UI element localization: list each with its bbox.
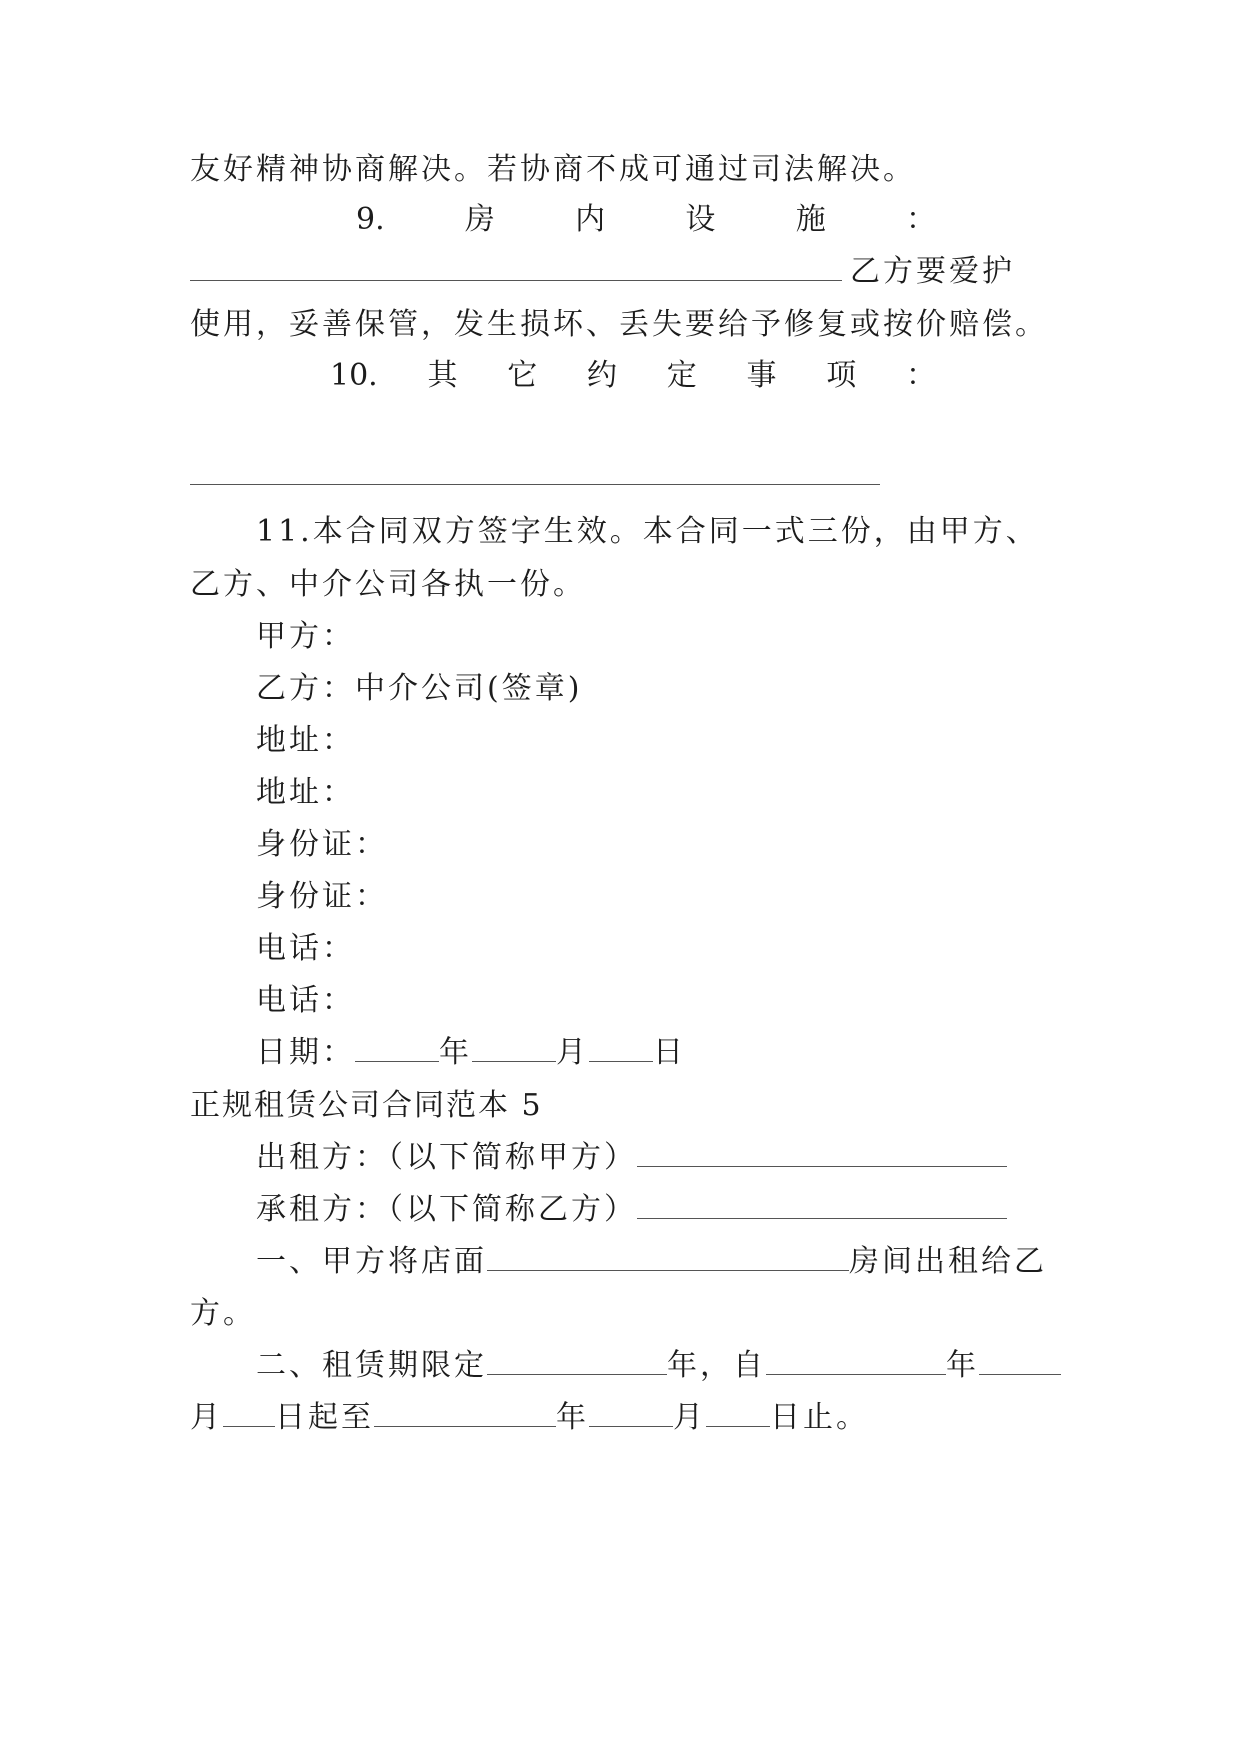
- colon: ：: [905, 358, 936, 393]
- lessee-line: [256, 1190, 1118, 1230]
- clause-1-line: [256, 1242, 1118, 1282]
- blank-field[interactable]: [487, 1348, 667, 1375]
- signature-party-b: 乙方：中介公司(签章): [256, 671, 583, 706]
- month-label: 月: [673, 1400, 706, 1435]
- blank-field[interactable]: [223, 1400, 275, 1427]
- heading-char: 事: [746, 358, 777, 393]
- blank-field[interactable]: [589, 1035, 653, 1062]
- text-segment: 房间出租给乙: [849, 1244, 1047, 1279]
- text-line: 乙方、中介公司各执一份。: [190, 567, 586, 602]
- text-line: 友好精神协商解决。若协商不成可通过司法解决。: [190, 152, 916, 187]
- blank-field[interactable]: [374, 1400, 556, 1427]
- heading-char: 施: [795, 202, 826, 237]
- blank-field[interactable]: [472, 1035, 556, 1062]
- blank-field[interactable]: [589, 1400, 673, 1427]
- text-segment: 日起至: [275, 1400, 374, 1435]
- id-label: 身份证：: [256, 827, 388, 862]
- heading-char: 设: [685, 202, 716, 237]
- phone-label: 电话：: [256, 931, 355, 966]
- year-label: 年: [439, 1035, 472, 1070]
- text-segment: 日止。: [770, 1400, 869, 1435]
- heading-char: 其: [427, 358, 458, 393]
- text-line: 方。: [190, 1296, 256, 1331]
- blank-field[interactable]: [766, 1348, 946, 1375]
- month-label: 月: [556, 1035, 589, 1070]
- blank-field[interactable]: [487, 1244, 849, 1271]
- heading-char: 约: [586, 358, 617, 393]
- signature-party-a: 甲方：: [256, 619, 355, 654]
- heading-char: 房: [464, 202, 495, 237]
- item-number: 9.: [356, 202, 385, 237]
- heading-char: 项: [826, 358, 857, 393]
- clause-2-cont-line: [190, 1398, 1052, 1438]
- blank-field[interactable]: [190, 484, 880, 485]
- address-label: 地址：: [256, 775, 355, 810]
- section-heading: 正规租赁公司合同范本 5: [190, 1088, 543, 1123]
- month-label: 月: [190, 1400, 223, 1435]
- heading-char: 内: [575, 202, 606, 237]
- year-label: 年: [946, 1348, 979, 1383]
- address-label: 地址：: [256, 723, 355, 758]
- date-line: [256, 1033, 1118, 1073]
- lessee-label: 承租方：（以下简称乙方）: [256, 1192, 637, 1227]
- item-9-heading: [356, 200, 936, 240]
- text-line: 使用，妥善保管，发生损坏、丢失要给予修复或按价赔偿。: [190, 307, 1048, 342]
- text-segment: 二、租赁期限定: [256, 1348, 487, 1383]
- blank-field[interactable]: [979, 1348, 1061, 1375]
- year-label: 年: [556, 1400, 589, 1435]
- text-segment: 一、甲方将店面: [256, 1244, 487, 1279]
- blank-field[interactable]: [637, 1140, 1007, 1167]
- item-10-heading: [330, 356, 936, 396]
- id-label: 身份证：: [256, 879, 388, 914]
- item-9-line: [190, 252, 1052, 292]
- text-segment: 乙方要爱护: [850, 254, 1015, 289]
- blank-field[interactable]: [706, 1400, 770, 1427]
- lessor-line: [256, 1138, 1118, 1178]
- blank-field[interactable]: [355, 1035, 439, 1062]
- day-label: 日: [653, 1035, 686, 1070]
- blank-field[interactable]: [637, 1192, 1007, 1219]
- clause-2-line: [256, 1346, 1118, 1386]
- heading-char: 它: [507, 358, 538, 393]
- colon: ：: [905, 202, 936, 237]
- text-segment: 年，自: [667, 1348, 766, 1383]
- date-label: 日期：: [256, 1035, 355, 1070]
- lessor-label: 出租方：（以下简称甲方）: [256, 1140, 637, 1175]
- phone-label: 电话：: [256, 983, 355, 1018]
- blank-field[interactable]: [190, 254, 842, 281]
- text-line: 11.本合同双方签字生效。本合同一式三份，由甲方、: [256, 514, 1039, 549]
- item-number: 10.: [330, 358, 378, 393]
- heading-char: 定: [666, 358, 697, 393]
